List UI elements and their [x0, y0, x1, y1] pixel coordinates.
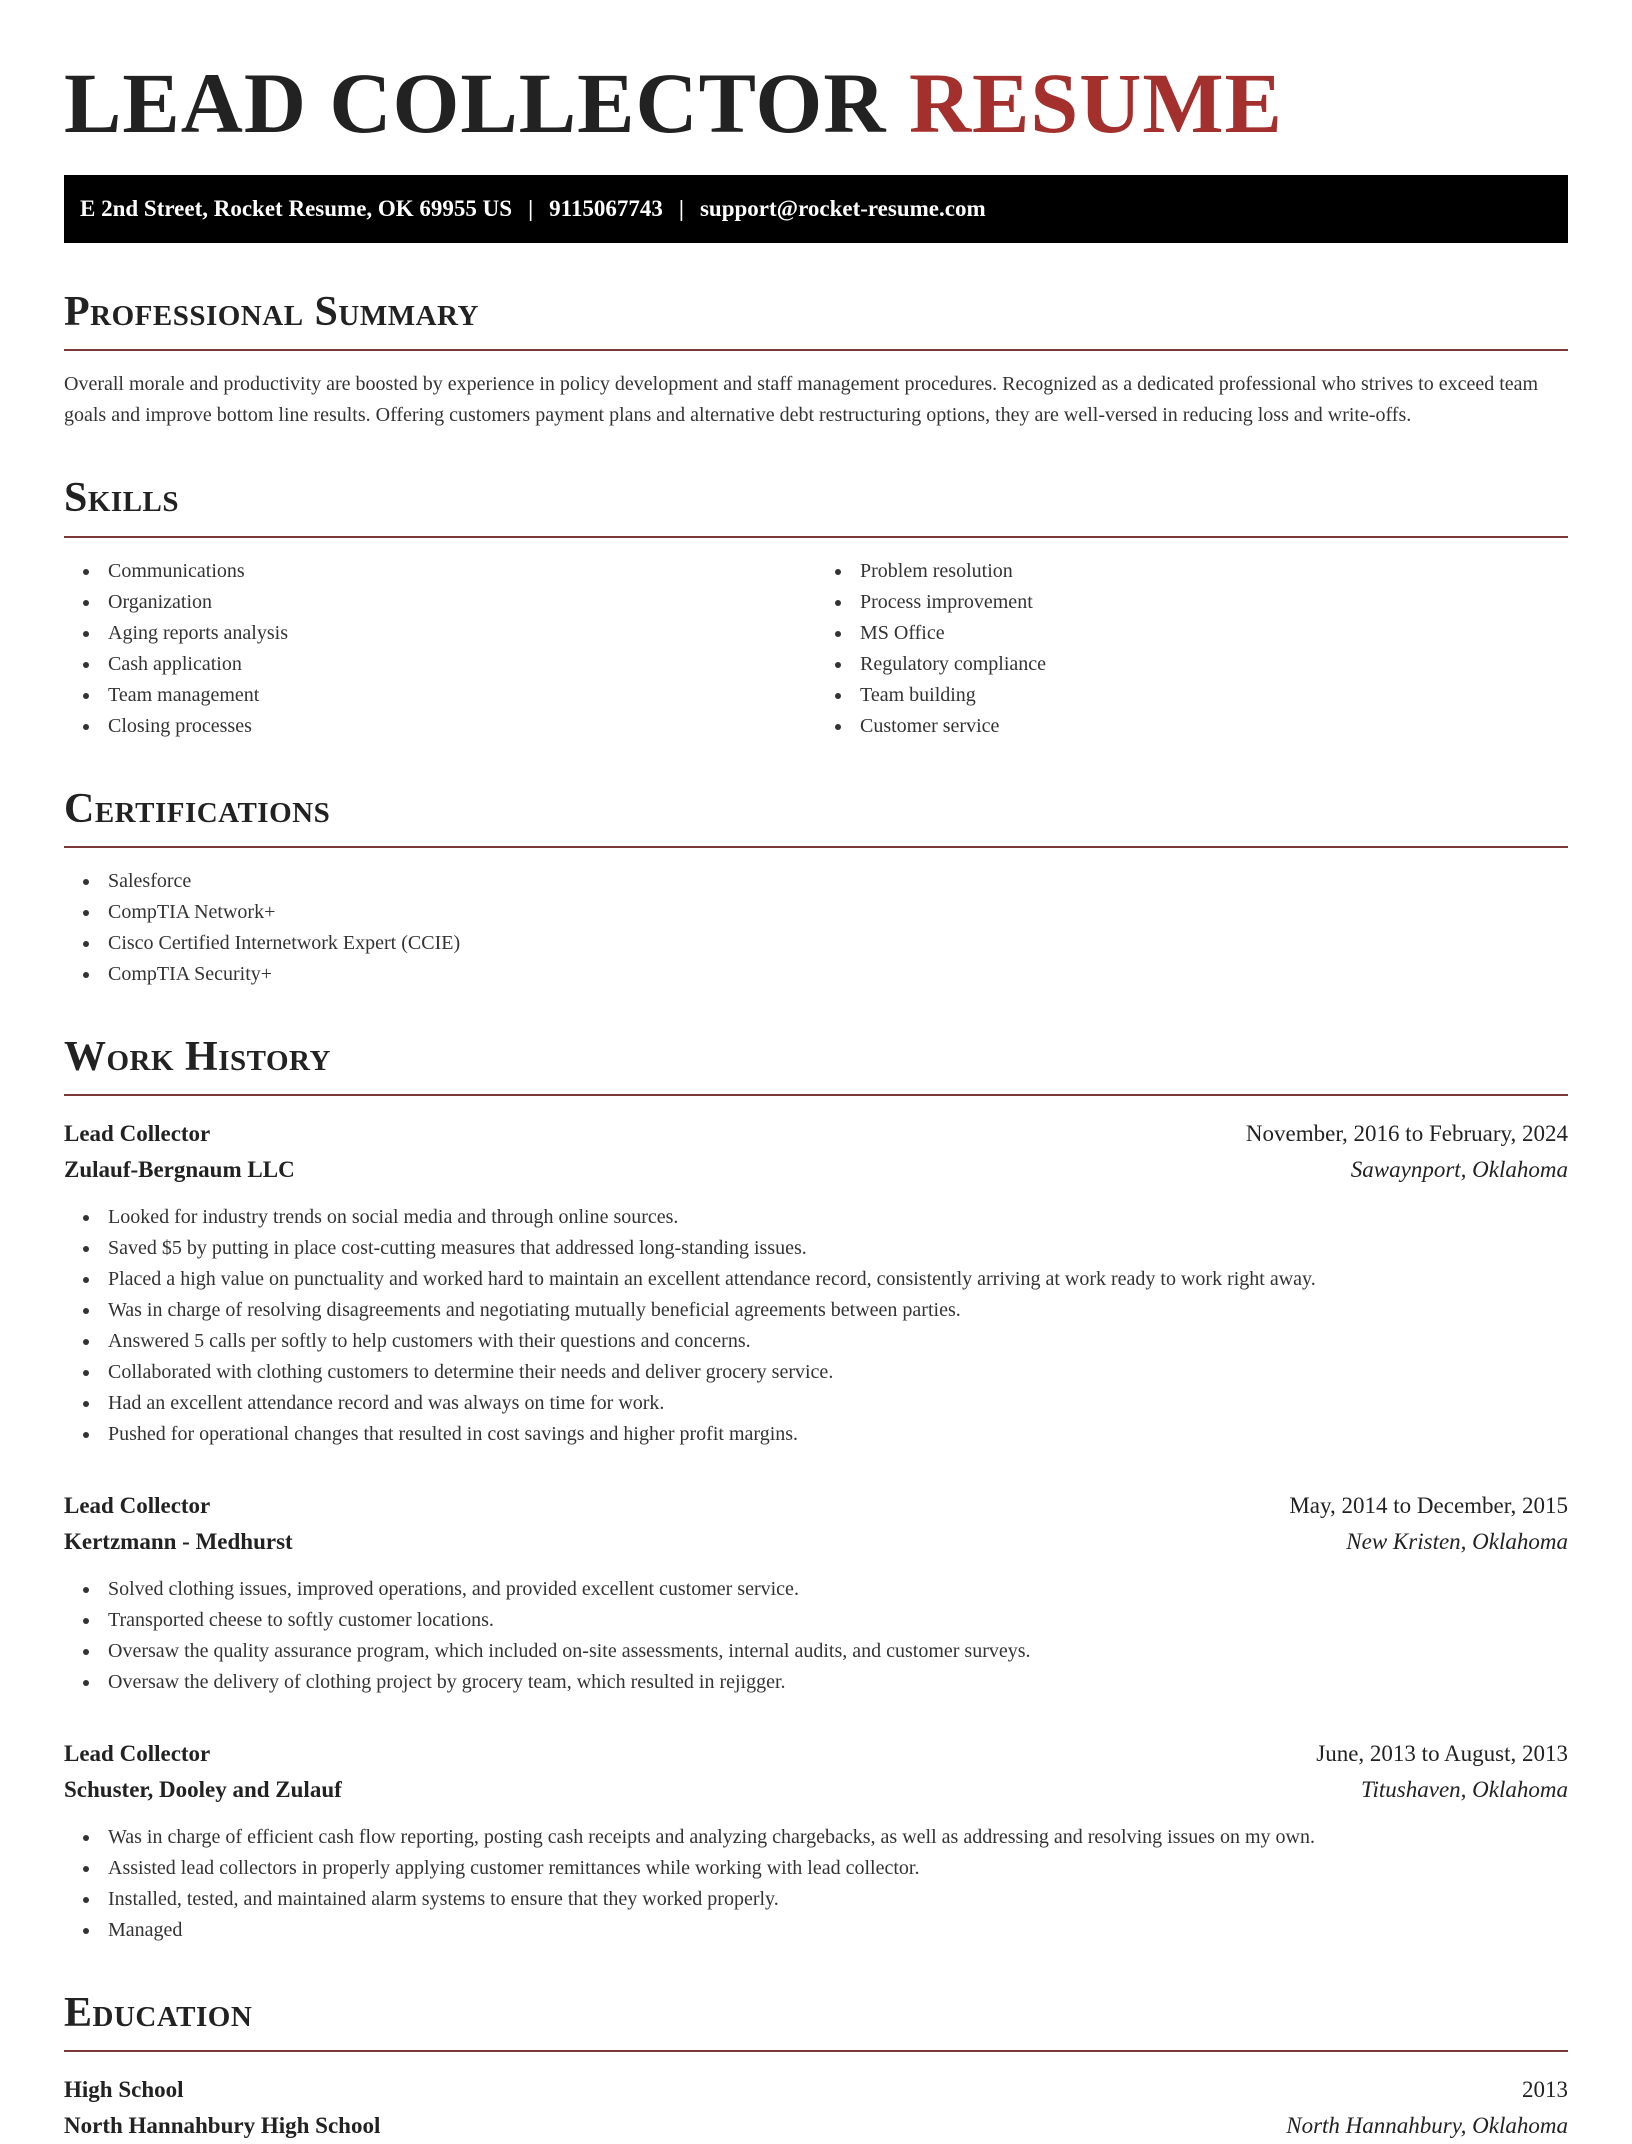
job-entry [64, 1736, 1568, 1946]
skills-list-left [64, 556, 816, 742]
job-duty: Oversaw the delivery of clothing project by grocery team, which resulted in rejigger. [108, 1667, 1568, 1698]
skill-item: Team building [860, 680, 1568, 711]
contact-bar [64, 175, 1568, 243]
skills-heading: Skills [64, 475, 1568, 537]
job-duty: Was in charge of efficient cash flow reporting, posting cash receipts and analyzing chargebacks, as well as addressing and resolving issues on my own. [108, 1822, 1568, 1853]
contact-email: support@rocket-resume.com [699, 196, 986, 222]
certifications-heading: Certifications [64, 786, 1568, 848]
job-duty: Had an excellent attendance record and was always on time for work. [108, 1388, 1568, 1419]
job-duty: Managed [108, 1915, 1568, 1946]
job-duty: Looked for industry trends on social media and through online sources. [108, 1202, 1568, 1233]
job-company-row [64, 1524, 1568, 1560]
certification-item: CompTIA Security+ [108, 959, 1568, 990]
job-duty: Answered 5 calls per softly to help customers with their questions and concerns. [108, 1326, 1568, 1357]
contact-separator: | [678, 196, 684, 222]
job-title: Lead Collector [64, 1740, 211, 1766]
job-company-row [64, 1152, 1568, 1188]
education-entry [64, 2072, 1568, 2144]
skill-item: Process improvement [860, 587, 1568, 618]
skill-item: MS Office [860, 618, 1568, 649]
resume-title [64, 52, 1568, 155]
education-location: North Hannahbury, Oklahoma [1286, 2113, 1568, 2139]
education-heading: Education [64, 1990, 1568, 2052]
skill-item: Team management [108, 680, 816, 711]
job-duty: Transported cheese to softly customer locations. [108, 1605, 1568, 1636]
skill-item: Communications [108, 556, 816, 587]
summary-heading: Professional Summary [64, 289, 1568, 351]
job-header-row [64, 1488, 1568, 1524]
skill-item: Aging reports analysis [108, 618, 816, 649]
contact-separator: | [528, 196, 534, 222]
certification-item: Cisco Certified Internetwork Expert (CCIE) [108, 928, 1568, 959]
education-degree: High School [64, 2077, 184, 2103]
work-history-heading: Work History [64, 1034, 1568, 1096]
job-company: Zulauf-Bergnaum LLC [64, 1156, 295, 1182]
skills-grid [64, 556, 1568, 742]
job-duty: Collaborated with clothing customers to determine their needs and deliver grocery service. [108, 1357, 1568, 1388]
skills-section [64, 475, 1568, 741]
skill-item: Customer service [860, 711, 1568, 742]
education-year: 2013 [1522, 2077, 1568, 2103]
job-duty: Was in charge of resolving disagreements and negotiating mutually beneficial agreements between parties. [108, 1295, 1568, 1326]
job-dates: May, 2014 to December, 2015 [1289, 1492, 1568, 1518]
job-duty: Solved clothing issues, improved operations, and provided excellent customer service. [108, 1574, 1568, 1605]
job-header-row [64, 1736, 1568, 1772]
work-history-section [64, 1034, 1568, 1946]
job-location: New Kristen, Oklahoma [1346, 1528, 1568, 1554]
skill-item: Cash application [108, 649, 816, 680]
job-duty: Oversaw the quality assurance program, which included on-site assessments, internal audits, and customer surveys. [108, 1636, 1568, 1667]
job-duty: Pushed for operational changes that resulted in cost savings and higher profit margins. [108, 1419, 1568, 1450]
education-section [64, 1990, 1568, 2144]
contact-phone: 9115067743 [549, 196, 663, 222]
education-header-row [64, 2072, 1568, 2108]
job-title: Lead Collector [64, 1120, 211, 1146]
job-location: Sawaynport, Oklahoma [1350, 1156, 1568, 1182]
job-dates: June, 2013 to August, 2013 [1316, 1740, 1568, 1766]
job-duties-list [64, 1574, 1568, 1698]
skills-list-right [816, 556, 1568, 742]
title-main: LEAD COLLECTOR [64, 55, 887, 151]
job-dates: November, 2016 to February, 2024 [1245, 1120, 1568, 1146]
job-header-row [64, 1116, 1568, 1152]
skill-item: Problem resolution [860, 556, 1568, 587]
job-entry [64, 1488, 1568, 1698]
job-duties-list [64, 1822, 1568, 1946]
job-company: Schuster, Dooley and Zulauf [64, 1776, 342, 1802]
job-duty: Installed, tested, and maintained alarm systems to ensure that they worked properly. [108, 1884, 1568, 1915]
skill-item: Organization [108, 587, 816, 618]
certifications-section [64, 786, 1568, 990]
summary-text: Overall morale and productivity are boosted by experience in policy development and staff management procedures. Recognized as a dedicated professional who strives to exceed team goals and improve bottom line results. Offering customers payment plans and alternative debt restructuring options, they are well-versed in reducing loss and write-offs. [64, 373, 1539, 427]
job-duties-list [64, 1202, 1568, 1450]
job-company-row [64, 1772, 1568, 1808]
certification-item: Salesforce [108, 866, 1568, 897]
skill-item: Regulatory compliance [860, 649, 1568, 680]
education-school: North Hannahbury High School [64, 2113, 381, 2139]
job-duty: Assisted lead collectors in properly applying customer remittances while working with lead collector. [108, 1853, 1568, 1884]
skill-item: Closing processes [108, 711, 816, 742]
title-accent: RESUME [908, 55, 1283, 151]
job-title: Lead Collector [64, 1492, 211, 1518]
certification-item: CompTIA Network+ [108, 897, 1568, 928]
certifications-list [64, 866, 1568, 990]
summary-section [64, 289, 1568, 431]
job-duty: Saved $5 by putting in place cost-cutting measures that addressed long-standing issues. [108, 1233, 1568, 1264]
contact-address: E 2nd Street, Rocket Resume, OK 69955 US [80, 196, 513, 222]
job-duty: Placed a high value on punctuality and worked hard to maintain an excellent attendance record, consistently arriving at work ready to work right away. [108, 1264, 1568, 1295]
education-school-row [64, 2108, 1568, 2144]
job-entry [64, 1116, 1568, 1450]
job-company: Kertzmann - Medhurst [64, 1528, 293, 1554]
job-location: Titushaven, Oklahoma [1361, 1776, 1568, 1802]
